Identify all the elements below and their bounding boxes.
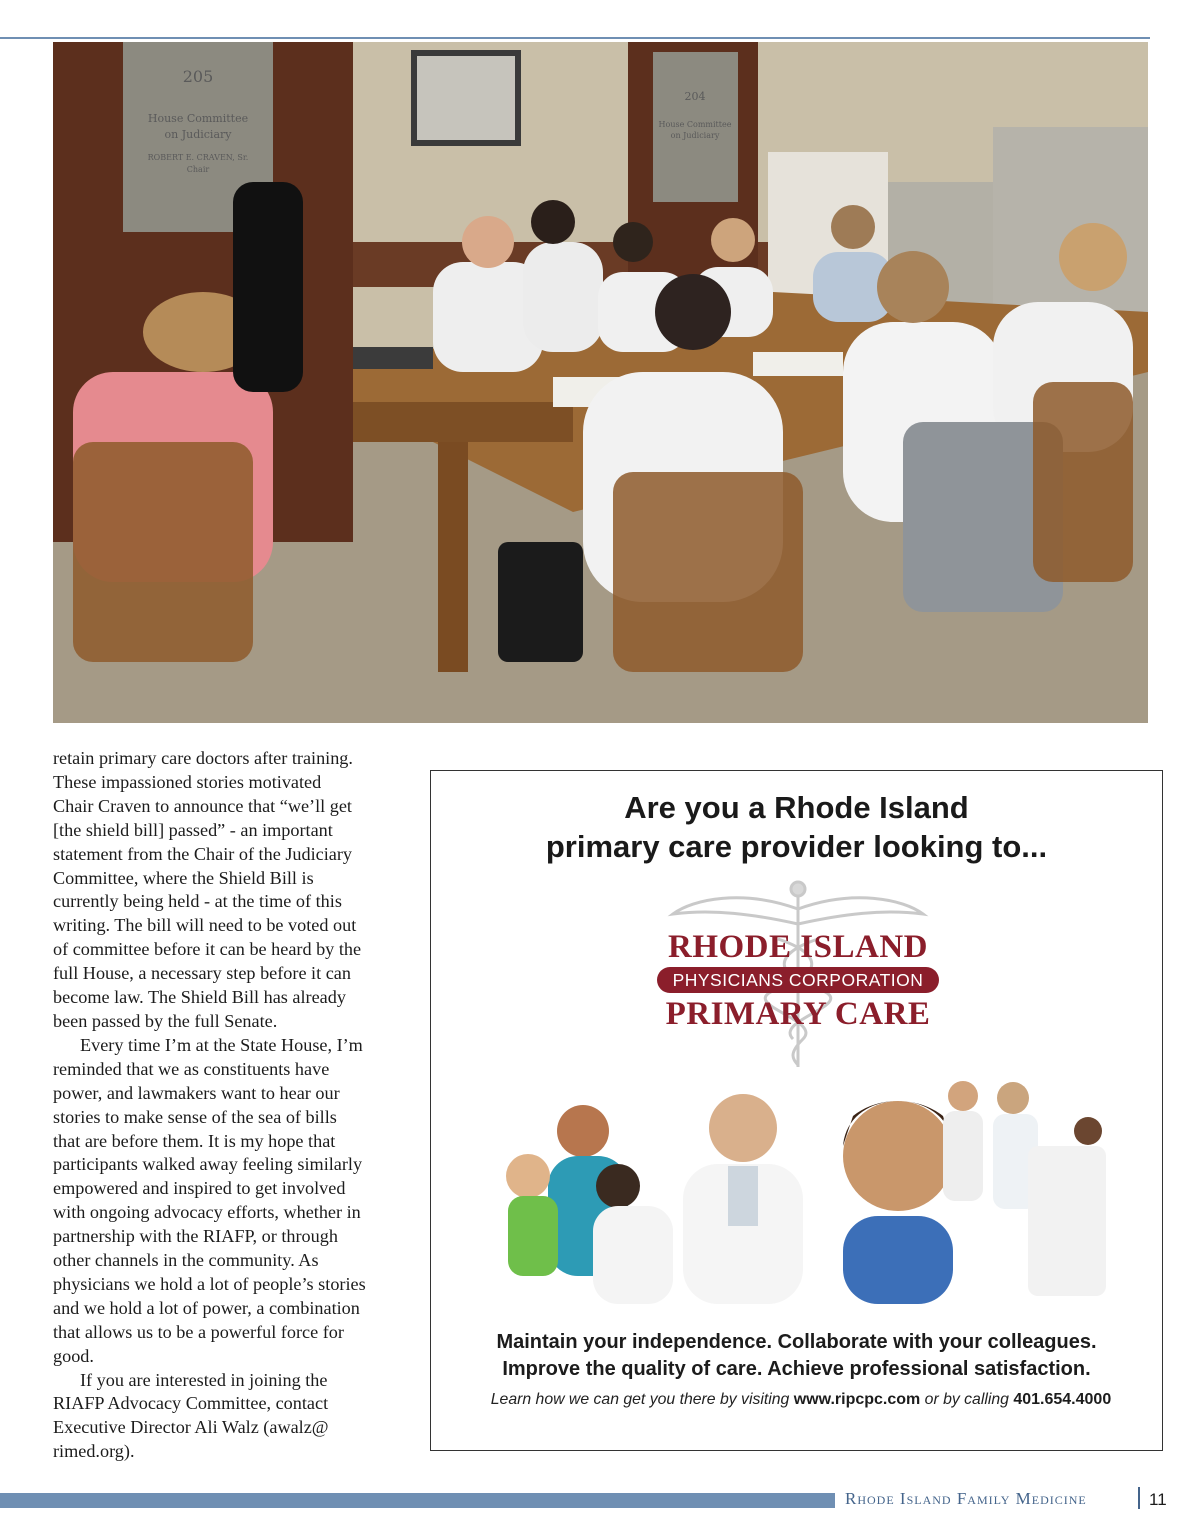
door-left-line-2: on Judiciary [164,128,232,141]
ripcpc-logo [653,879,943,1069]
page-number: 11 [1149,1490,1167,1509]
article-line: that are before them. It is my hope that [53,1130,336,1151]
meeting-photo [53,42,1148,723]
article-paragraph [53,1034,398,1369]
article-line: power, and lawmakers want to hear our [53,1082,340,1103]
phone-link[interactable]: 401.654.4000 [1013,1391,1112,1408]
article-line: good. [53,1345,94,1366]
article-line: Committee, where the Shield Bill is [53,867,314,888]
article-line: writing. The bill will need to be voted out [53,915,357,936]
article-line: rimed.org). [53,1441,135,1462]
ad-headline [431,789,1162,866]
article-line: that allows us to be a powerful force for [53,1321,344,1342]
door-right-line-2: on Judiciary [670,131,720,140]
logo-line-1: RHODE ISLAND [668,929,928,965]
advertisement [430,770,1163,1451]
footer-bar [0,1493,835,1508]
article-line: of committee before it can be heard by the [53,939,362,960]
article-line: been passed by the full Senate. [53,1010,278,1031]
website-link[interactable]: www.ripcpc.com [793,1391,921,1408]
article-line: If you are interested in joining the [80,1369,328,1390]
article-line: and we hold a lot of power, a combination [53,1297,360,1318]
article-line: participants walked away feeling similarly [53,1154,363,1175]
article-line: retain primary care doctors after training. [53,748,353,768]
article-line: Chair Craven to announce that “we’ll get [53,795,352,816]
article-line: currently being held - at the time of this [53,891,342,912]
article-paragraph [53,747,398,1034]
article-line: physicians we hold a lot of people’s stories [53,1273,366,1294]
article-line: Every time I’m at the State House, I’m [80,1034,363,1055]
ad-contact-line [445,1391,1157,1409]
ad-tagline-line-1: Maintain your independence. Collaborate with your colleagues. [496,1331,1097,1353]
publication-title: Rhode Island Family Medicine [845,1489,1087,1508]
article-line: other channels in the community. As [53,1250,319,1271]
door-left-line-3: ROBERT E. CRAVEN, Sr. [147,153,249,162]
door-left-line-1: House Committee [147,112,249,125]
ad-tagline [431,1329,1162,1383]
article-line: become law. The Shield Bill has already [53,987,346,1008]
ad-headline-line-1: Are you a Rhode Island [624,790,969,825]
door-left-line-4: Chair [186,165,210,174]
door-left-number: 205 [182,67,214,86]
article-line: stories to make sense of the sea of bills [53,1106,337,1127]
ad-tagline-line-2: Improve the quality of care. Achieve professional satisfaction. [502,1358,1091,1380]
article-line: [the shield bill] passed” - an important [53,819,333,840]
article-line: empowered and inspired to get involved [53,1178,346,1199]
article-paragraph [53,1369,398,1465]
footer-separator [1138,1487,1140,1509]
article-line: reminded that we as constituents have [53,1058,330,1079]
ad-doctors-image [488,1076,1106,1304]
photo-illustration [53,42,1148,723]
door-right-number: 204 [684,90,706,103]
top-rule [0,37,1150,39]
ad-contact-mid: or by calling [924,1391,1009,1408]
logo-line-2: PRIMARY CARE [665,996,931,1032]
door-right-line-1: House Committee [658,120,732,129]
article-line: statement from the Chair of the Judiciary [53,843,352,864]
ad-headline-line-2: primary care provider looking to... [545,828,1048,864]
article-line: These impassioned stories motivated [53,771,322,792]
ad-contact-pre: Learn how we can get you there by visiting [490,1391,790,1408]
article-line: full House, a necessary step before it can [53,963,351,984]
article-body [53,747,398,1464]
article-line: partnership with the RIAFP, or through [53,1226,338,1247]
article-line: Executive Director Ali Walz (awalz@ [53,1417,329,1438]
logo-band: PHYSICIANS CORPORATION [657,967,939,993]
article-line: with ongoing advocacy efforts, whether in [53,1202,361,1223]
article-line: RIAFP Advocacy Committee, contact [53,1393,329,1414]
